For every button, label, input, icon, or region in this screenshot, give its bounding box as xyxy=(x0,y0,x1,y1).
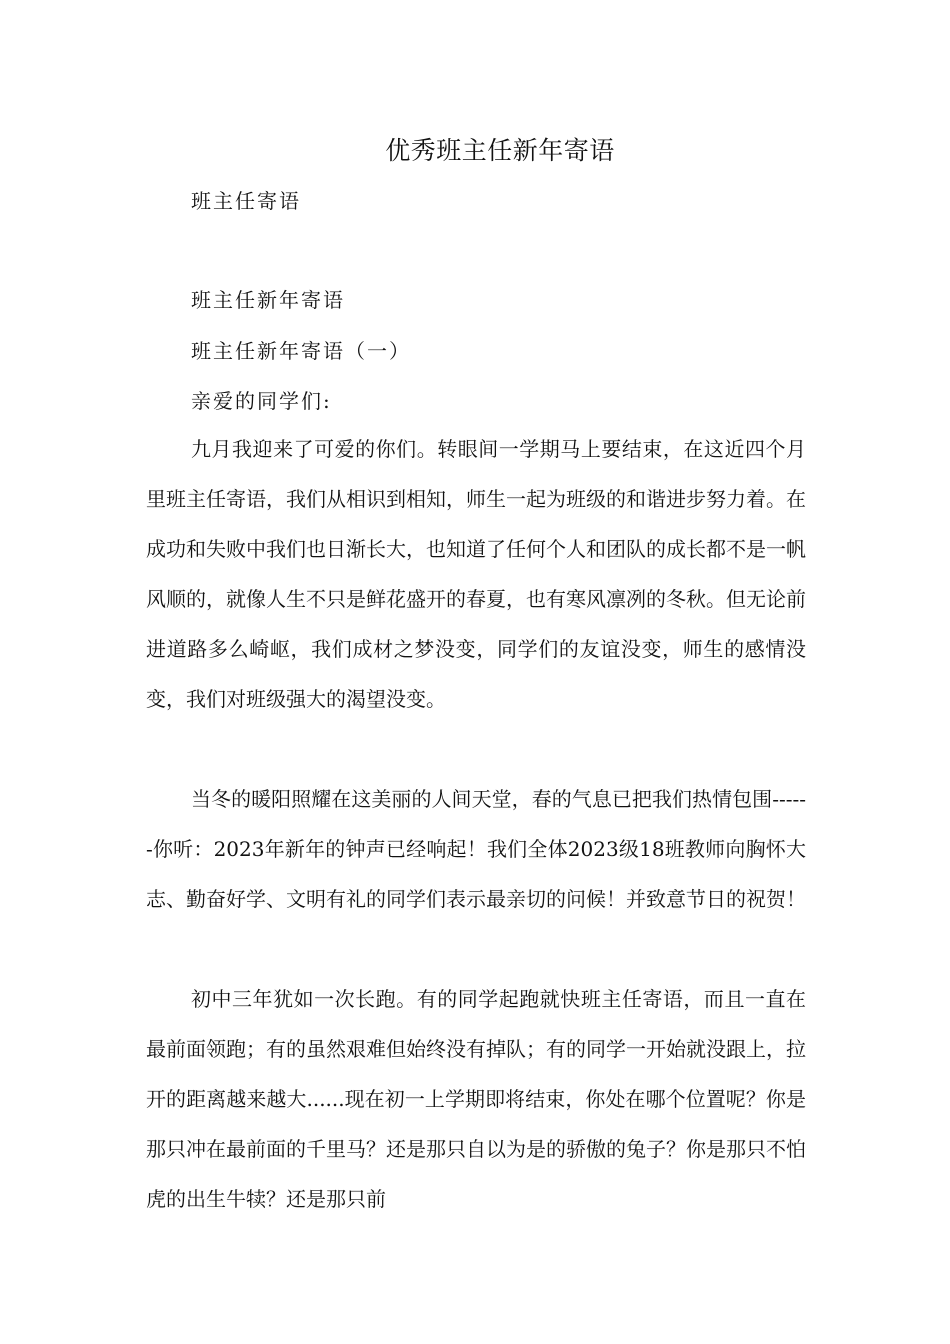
paragraph-2: 当冬的暖阳照耀在这美丽的人间天堂，春的气息已把我们热情包围------你听：2023年新年的钟声已经响起！我们全体2023级18班教师向胸怀大志、勤奋好学、文明有礼的同学们表示最亲切的问候！并致意节日的祝贺！ xyxy=(146,787,806,911)
section-subheading: 班主任新年寄语（一） xyxy=(191,339,411,363)
paragraph-1: 九月我迎来了可爱的你们。转眼间一学期马上要结束，在这近四个月里班主任寄语，我们从相识到相知，师生一起为班级的和谐进步努力着。在成功和失败中我们也日渐长大，也知道了任何个人和团队的成长都不是一帆风顺的，就像人生不只是鲜花盛开的春夏，也有寒风凛冽的冬秋。但无论前进道路多么崎岖，我们成材之梦没变，同学们的友谊没变，师生的感情没变，我们对班级强大的渴望没变。 xyxy=(146,437,806,711)
document-subtitle: 班主任寄语 xyxy=(191,189,301,213)
document-title: 优秀班主任新年寄语 xyxy=(385,136,615,165)
section-heading: 班主任新年寄语 xyxy=(191,288,345,312)
salutation: 亲爱的同学们: xyxy=(191,389,332,413)
paragraph-3: 初中三年犹如一次长跑。有的同学起跑就快班主任寄语，而且一直在最前面领跑；有的虽然艰难但始终没有掉队；有的同学一开始就没跟上，拉开的距离越来越大......现在初一上学期即将结束，你处在哪个位置呢？你是那只冲在最前面的千里马？还是那只自以为是的骄傲的兔子？你是那只不怕虎的出生牛犊？还是那只前 xyxy=(146,987,806,1211)
